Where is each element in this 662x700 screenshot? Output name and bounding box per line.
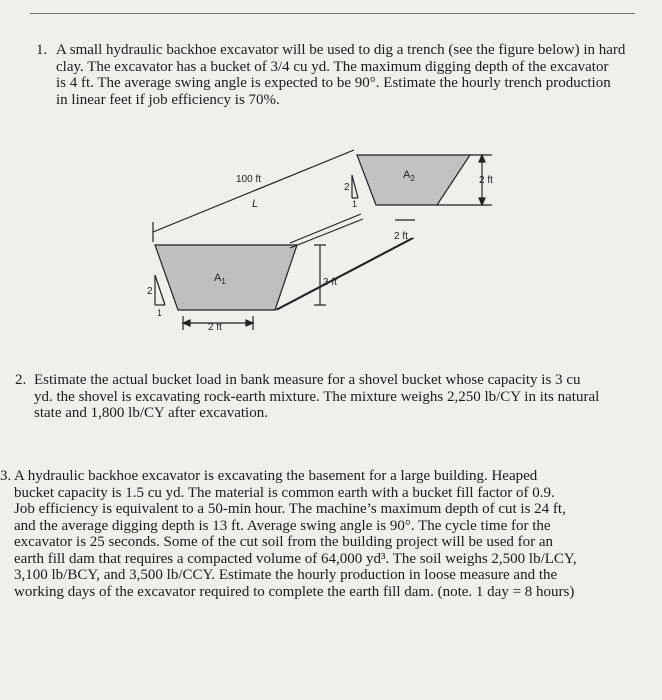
problem-2-number: 2. [15, 372, 27, 388]
trench-bottom-edge [277, 238, 414, 310]
problem-3-text [14, 468, 658, 600]
area-near-label: $A_1$ [214, 272, 226, 286]
problem-1-number: 1. [36, 42, 48, 58]
top-width-label: 2 ft [394, 231, 408, 242]
trench-edge [290, 214, 361, 243]
problem-3-line: A hydraulic backhoe excavator is excavating the basement for a large building. Heaped [14, 468, 538, 484]
problem-3-line: earth fill dam that requires a compacted volume of 64,000 yd³. The soil weighs 2,500 lb/LCY, [14, 550, 577, 567]
length-dimension-line [153, 150, 354, 232]
depth-label: 3 ft [323, 277, 337, 288]
problem-3-line: excavator is 25 seconds. Some of the cut soil from the building project will be used for an [14, 534, 554, 550]
area-far-label: $A_2$ [403, 169, 415, 183]
near-cross-section [155, 245, 297, 310]
problem-2-text [34, 372, 650, 422]
problem-2-line: state and 1,800 lb/CY after excavation. [34, 405, 268, 421]
problem-3-line: Job efficiency is equivalent to a 50-min hour. The machine’s maximum depth of cut is 24 ft, [14, 501, 566, 517]
problem-3-line: working days of the excavator required to complete the earth fill dam. (note. 1 day = 8 hours) [14, 583, 575, 600]
problem-3-line: bucket capacity is 1.5 cu yd. The material is common earth with a bucket fill factor of 0.9. [14, 484, 555, 501]
problem-1-line: in linear feet if job efficiency is 70%. [56, 91, 280, 108]
slope-near-rise: 2 [147, 286, 153, 297]
length-symbol: L [252, 198, 259, 210]
problem-3-number: 3. [0, 468, 12, 484]
slope-far-rise: 2 [344, 182, 350, 193]
slope-near-run: 1 [157, 308, 163, 318]
problem-1-line: is 4 ft. The average swing angle is expected to be 90°. Estimate the hourly trench production [56, 75, 611, 91]
problem-1-line: clay. The excavator has a bucket of 3/4 cu yd. The maximum digging depth of the excavator [56, 58, 609, 75]
slope-far-run: 1 [352, 199, 358, 209]
problem-3-line: and the average digging depth is 13 ft. Average swing angle is 90°. The cycle time for the [14, 517, 551, 534]
top-height-label: 2 ft [479, 175, 493, 186]
trench-edge [290, 219, 363, 248]
length-label: 100 ft [236, 174, 262, 185]
problem-2-line: Estimate the actual bucket load in bank measure for a shovel bucket whose capacity is 3 cu [34, 372, 581, 388]
problem-1-line: A small hydraulic backhoe excavator will be used to dig a trench (see the figure below) in hard [56, 42, 626, 58]
problem-3-line: 3,100 lb/BCY, and 3,500 lb/CCY. Estimate the hourly production in loose measure and the [14, 567, 558, 583]
problem-2-line: yd. the shovel is excavating rock-earth mixture. The mixture weighs 2,250 lb/CY in its natural [34, 388, 600, 405]
bottom-width-label: 2 ft [208, 322, 222, 333]
